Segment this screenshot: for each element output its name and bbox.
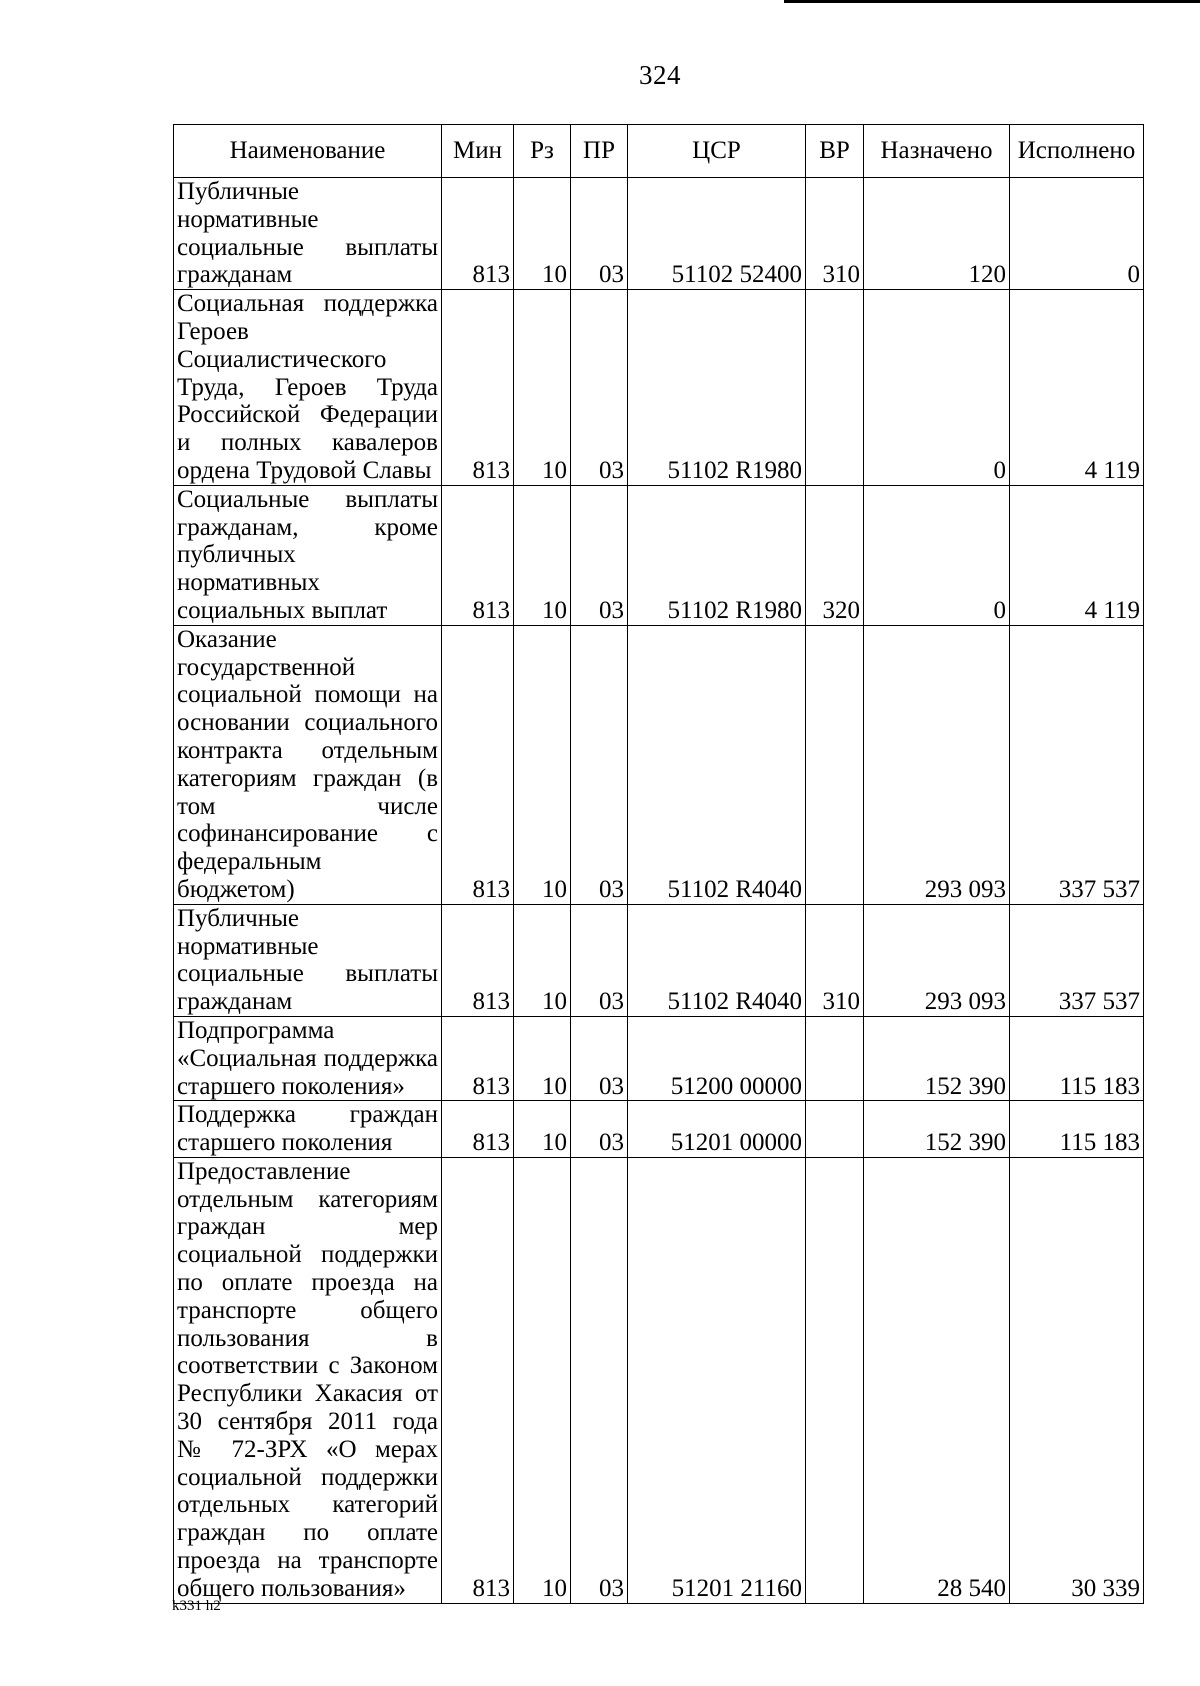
document-code: k331 h2	[172, 1598, 221, 1614]
cell-vr	[806, 625, 864, 904]
cell-executed: 4 119	[1010, 290, 1144, 486]
cell-min: 813	[442, 290, 514, 486]
budget-table	[173, 124, 1144, 1604]
cell-assigned: 0	[864, 290, 1010, 486]
cell-assigned: 152 390	[864, 1101, 1010, 1158]
header-assigned: Назначено	[864, 125, 1010, 178]
cell-csr: 51200 00000	[628, 1016, 806, 1100]
table-row	[174, 904, 1144, 1016]
table-row	[174, 178, 1144, 290]
cell-name: Предоставление отдельным категориям граждан мер социальной поддержки по оплате проезда на транспорте общего пользования в соответствии с Законом Республики Хакасия от 30 сентября 2011 года № 72-ЗРХ «О мерах социальной поддержки отдельных категорий граждан по оплате проезда на транспорте общего пользования»	[174, 1157, 442, 1603]
cell-min: 813	[442, 625, 514, 904]
table-row	[174, 485, 1144, 625]
header-pr: ПР	[571, 125, 628, 178]
cell-csr: 51102 R1980	[628, 290, 806, 486]
cell-name: Публичные нормативные социальные выплаты гражданам	[174, 904, 442, 1016]
cell-assigned: 152 390	[864, 1016, 1010, 1100]
cell-pr: 03	[571, 178, 628, 290]
cell-vr: 320	[806, 485, 864, 625]
cell-name: Публичные нормативные социальные выплаты гражданам	[174, 178, 442, 290]
cell-min: 813	[442, 904, 514, 1016]
cell-assigned: 120	[864, 178, 1010, 290]
cell-pr: 03	[571, 485, 628, 625]
cell-min: 813	[442, 178, 514, 290]
header-min: Мин	[442, 125, 514, 178]
cell-name: Социальные выплаты гражданам, кроме публичных нормативных социальных выплат	[174, 485, 442, 625]
cell-vr	[806, 1101, 864, 1158]
cell-rz: 10	[514, 290, 571, 486]
cell-pr: 03	[571, 1016, 628, 1100]
cell-assigned: 293 093	[864, 904, 1010, 1016]
cell-executed: 115 183	[1010, 1101, 1144, 1158]
cell-vr: 310	[806, 904, 864, 1016]
cell-min: 813	[442, 1157, 514, 1603]
top-scan-rule	[784, 0, 1200, 3]
cell-executed: 337 537	[1010, 904, 1144, 1016]
cell-executed: 0	[1010, 178, 1144, 290]
cell-min: 813	[442, 1016, 514, 1100]
cell-csr: 51102 52400	[628, 178, 806, 290]
table-row	[174, 1101, 1144, 1158]
cell-name: Оказание государственной социальной помощи на основании социального контракта отдельным категориям граждан (в том числе софинансирование с федеральным бюджетом)	[174, 625, 442, 904]
table-row	[174, 1157, 1144, 1603]
cell-name: Социальная поддержка Героев Социалистического Труда, Героев Труда Российской Федерации и полных кавалеров ордена Трудовой Славы	[174, 290, 442, 486]
cell-executed: 4 119	[1010, 485, 1144, 625]
cell-executed: 30 339	[1010, 1157, 1144, 1603]
header-executed: Исполнено	[1010, 125, 1144, 178]
table-row	[174, 625, 1144, 904]
cell-vr	[806, 1157, 864, 1603]
cell-vr	[806, 1016, 864, 1100]
cell-name: Поддержка граждан старшего поколения	[174, 1101, 442, 1158]
cell-csr: 51102 R4040	[628, 625, 806, 904]
cell-vr: 310	[806, 178, 864, 290]
cell-assigned: 0	[864, 485, 1010, 625]
cell-pr: 03	[571, 904, 628, 1016]
cell-min: 813	[442, 485, 514, 625]
cell-rz: 10	[514, 1016, 571, 1100]
cell-rz: 10	[514, 904, 571, 1016]
cell-vr	[806, 290, 864, 486]
cell-pr: 03	[571, 290, 628, 486]
header-vr: ВР	[806, 125, 864, 178]
cell-executed: 115 183	[1010, 1016, 1144, 1100]
table-header-row	[174, 125, 1144, 178]
cell-csr: 51102 R4040	[628, 904, 806, 1016]
cell-executed: 337 537	[1010, 625, 1144, 904]
cell-assigned: 293 093	[864, 625, 1010, 904]
cell-csr: 51201 21160	[628, 1157, 806, 1603]
header-name: Наименование	[174, 125, 442, 178]
cell-min: 813	[442, 1101, 514, 1158]
table-row	[174, 1016, 1144, 1100]
cell-pr: 03	[571, 1101, 628, 1158]
cell-rz: 10	[514, 178, 571, 290]
cell-assigned: 28 540	[864, 1157, 1010, 1603]
cell-rz: 10	[514, 1101, 571, 1158]
cell-rz: 10	[514, 1157, 571, 1603]
table-row	[174, 290, 1144, 486]
cell-pr: 03	[571, 625, 628, 904]
cell-csr: 51102 R1980	[628, 485, 806, 625]
cell-rz: 10	[514, 485, 571, 625]
cell-pr: 03	[571, 1157, 628, 1603]
header-rz: Рз	[514, 125, 571, 178]
cell-rz: 10	[514, 625, 571, 904]
cell-csr: 51201 00000	[628, 1101, 806, 1158]
header-csr: ЦСР	[628, 125, 806, 178]
cell-name: Подпрограмма «Социальная поддержка старшего поколения»	[174, 1016, 442, 1100]
page-number: 324	[639, 60, 681, 90]
